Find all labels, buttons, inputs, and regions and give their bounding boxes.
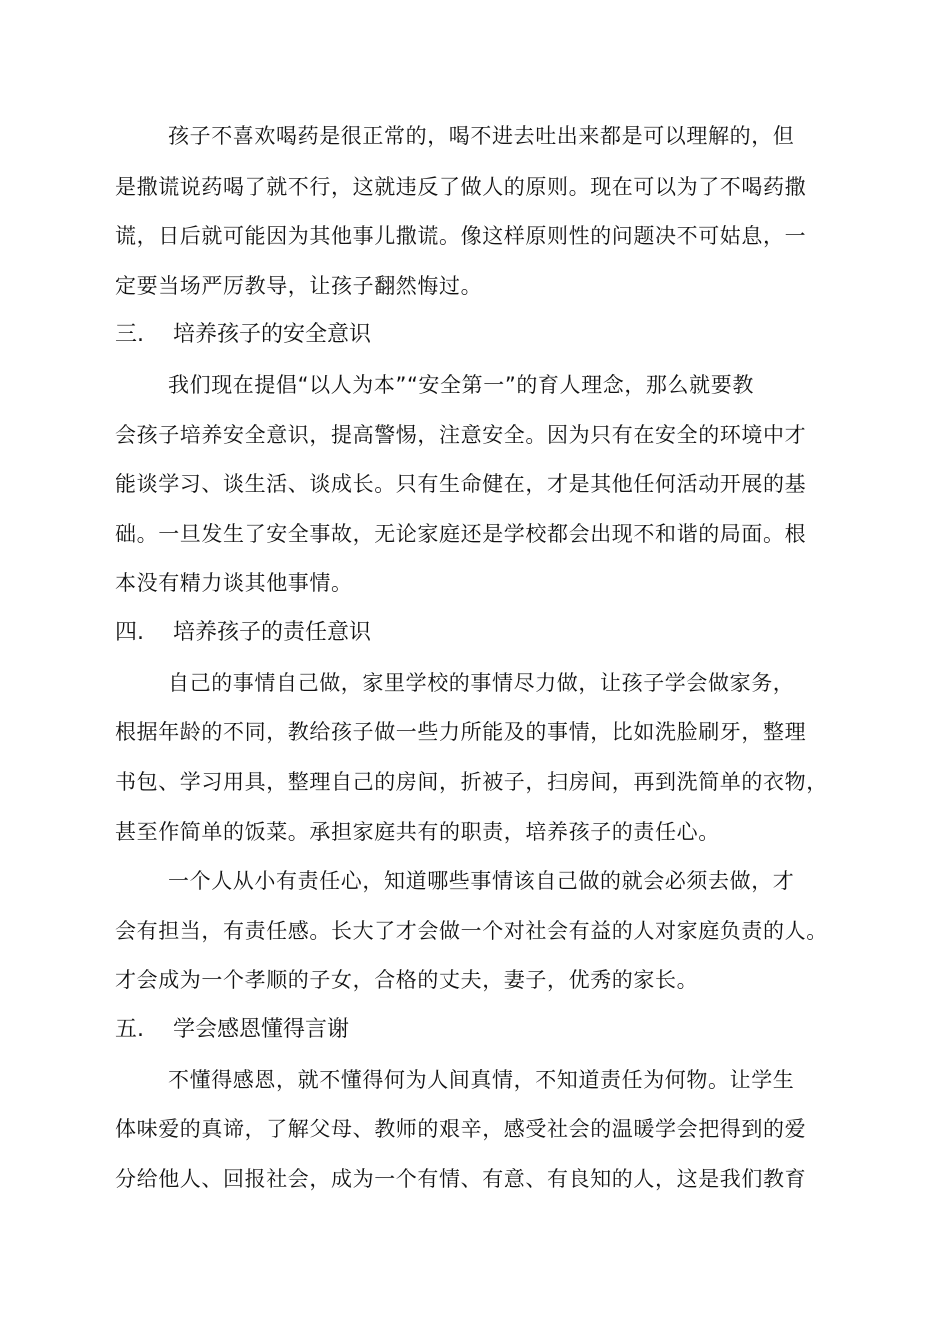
paragraph-line: 能谈学习、谈生活、谈成长。只有生命健在，才是其他任何活动开展的基	[115, 472, 807, 496]
section-heading	[115, 619, 371, 647]
section-title: 学会感恩懂得言谢	[173, 1017, 350, 1042]
paragraph-line: 本没有精力谈其他事情。	[115, 571, 353, 595]
paragraph-line: 定要当场严厉教导，让孩子翻然悔过。	[115, 274, 483, 298]
section-title: 培养孩子的责任意识	[173, 620, 372, 645]
paragraph-line: 体味爱的真谛，了解父母、教师的艰辛，感受社会的温暖学会把得到的爱	[115, 1117, 807, 1141]
paragraph-line: 一个人从小有责任心，知道哪些事情该自己做的就会必须去做，才	[168, 869, 795, 893]
section-heading	[115, 1016, 349, 1044]
paragraph-line: 才会成为一个孝顺的子女，合格的丈夫，妻子，优秀的家长。	[115, 968, 699, 992]
paragraph-line: 是撒谎说药喝了就不行，这就违反了做人的原则。现在可以为了不喝药撒	[115, 175, 807, 199]
paragraph-line: 我们现在提倡“以人为本”“安全第一”的育人理念，那么就要教	[168, 373, 754, 397]
section-title: 培养孩子的安全意识	[173, 322, 372, 347]
paragraph-line: 根据年龄的不同，教给孩子做一些力所能及的事情，比如洗脸刷牙，整理	[115, 720, 807, 744]
paragraph-line: 础。一旦发生了安全事故，无论家庭还是学校都会出现不和谐的局面。根	[115, 522, 807, 546]
paragraph-line: 自己的事情自己做，家里学校的事情尽力做，让孩子学会做家务，	[168, 671, 795, 695]
paragraph-line: 分给他人、回报社会，成为一个有情、有意、有良知的人，这是我们教育	[115, 1167, 807, 1191]
section-number: 三.	[115, 322, 144, 347]
section-number: 四.	[115, 620, 144, 645]
paragraph-line: 书包、学习用具，整理自己的房间，折被子，扫房间，再到洗简单的衣物，	[115, 770, 828, 794]
paragraph-line: 谎，日后就可能因为其他事儿撒谎。像这样原则性的问题决不可姑息，一	[115, 224, 807, 248]
section-number: 五.	[115, 1017, 144, 1042]
paragraph-line: 甚至作简单的饭菜。承担家庭共有的职责，培养孩子的责任心。	[115, 820, 720, 844]
paragraph-line: 会有担当，有责任感。长大了才会做一个对社会有益的人对家庭负责的人。	[115, 919, 828, 943]
paragraph-line: 会孩子培养安全意识，提高警惕，注意安全。因为只有在安全的环境中才	[115, 423, 807, 447]
section-heading	[115, 321, 371, 349]
paragraph-line: 不懂得感恩，就不懂得何为人间真情，不知道责任为何物。让学生	[168, 1068, 795, 1092]
paragraph-line: 孩子不喜欢喝药是很正常的，喝不进去吐出来都是可以理解的，但	[168, 124, 795, 148]
